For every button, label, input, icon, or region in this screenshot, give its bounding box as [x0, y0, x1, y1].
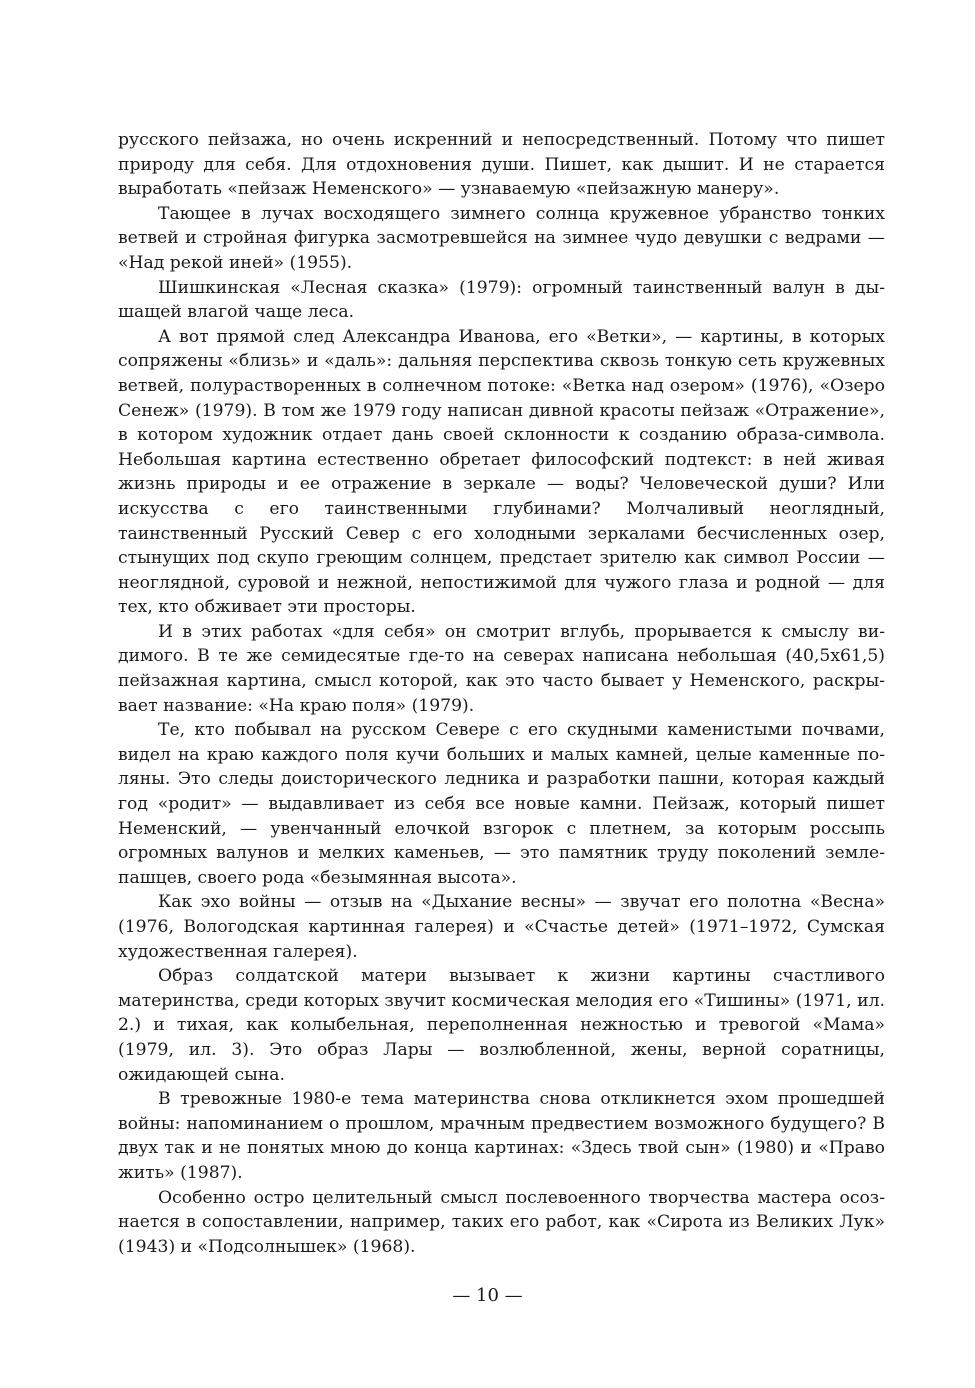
paragraph: Особенно остро целительный смысл послевоенного творчества мастера осознается в сопоставлении, например, таких его работ, как «Сирота из Великих Лук» (1943) и «Подсолнышек» (1968). [118, 1187, 885, 1257]
page-body [118, 128, 885, 1259]
paragraph: Как эхо войны — отзыв на «Дыхание весны» — звучат его полотна «Весна» (1976, Вологодская картинная галерея) и «Счастье детей» (1971–1972, Сумская художественная галерея). [118, 892, 885, 962]
paragraph: Тающее в лучах восходящего зимнего солнца кружевное убранство тонких ветвей и стройная фигурка засмотревшейся на зимнее чудо девушки с ведрами — «Над рекой иней» (1955). [118, 203, 885, 273]
paragraph: А вот прямой след Александра Иванова, его «Ветки», — картины, в которых сопряжены «близь» и «даль»: дальняя перспектива сквозь тонкую сеть кружевных ветвей, полурастворенных в солнечном потоке: «Ветка над озером» (1976), «Озеро Сенеж» (1979). В том же 1979 году написан дивной красоты пейзаж «Отражение», в котором художник отдает дань своей склонности к созданию образа-символа. Небольшая картина естественно обретает философский подтекст: в ней живая жизнь природы и ее отражение в зеркале — воды? Человеческой души? Или искусства с его таинственными глубинами? Молчаливый неоглядный, таинственный Русский Север с его холодными зеркалами бесчисленных озер, стынущих под скупо греющим солнцем, предстает зрителю как символ России — неоглядной, суровой и нежной, непостижимой для чужого глаза и родной — для тех, кто обживает эти просторы. [118, 326, 885, 618]
paragraph-continued: русского пейзажа, но очень искренний и непосредственный. Потому что пишет природу для себя. Для отдохновения души. Пишет, как дышит. И не старается выработать «пейзаж Неменского» — узнаваемую «пейзажную манеру». [118, 130, 885, 200]
paragraph: Шишкинская «Лесная сказка» (1979): огромный таинственный валун в дышащей влагой чаще леса. [118, 277, 885, 323]
paragraph: И в этих работах «для себя» он смотрит вглубь, прорывается к смыслу видимого. В те же семидесятые где-то на северах написана небольшая (40,5х61,5) пейзажная картина, смысл которой, как это часто бывает у Неменского, раскрывает название: «На краю поля» (1979). [118, 621, 885, 716]
paragraph: Те, кто побывал на русском Севере с его скудными каменистыми почвами, видел на краю каждого поля кучи больших и малых камней, целые каменные поляны. Это следы доисторического ледника и разработки пашни, которая каждый год «родит» — выдавливает из себя все новые камни. Пейзаж, который пишет Неменский, — увенчанный елочкой взгорок с плетнем, за которым россыпь огромных валунов и мелких каменьев, — это памятник труду поколений землепашцев, своего рода «безымянная высота». [118, 720, 885, 888]
paragraph: Образ солдатской матери вызывает к жизни картины счастливого материнства, среди которых звучит космическая мелодия его «Тишины» (1971, ил. 2.) и тихая, как колыбельная, переполненная нежностью и тревогой «Мама» (1979, ил. 3). Это образ Лары — возлюбленной, жены, верной соратницы, ожидающей сына. [118, 966, 885, 1085]
paragraph: В тревожные 1980-е тема материнства снова откликнется эхом прошедшей войны: напоминанием о прошлом, мрачным предвестием возможного будущего? В двух так и не понятых мною до конца картинах: «Здесь твой сын» (1980) и «Право жить» (1987). [118, 1089, 885, 1183]
page-number: — 10 — [452, 1285, 523, 1306]
